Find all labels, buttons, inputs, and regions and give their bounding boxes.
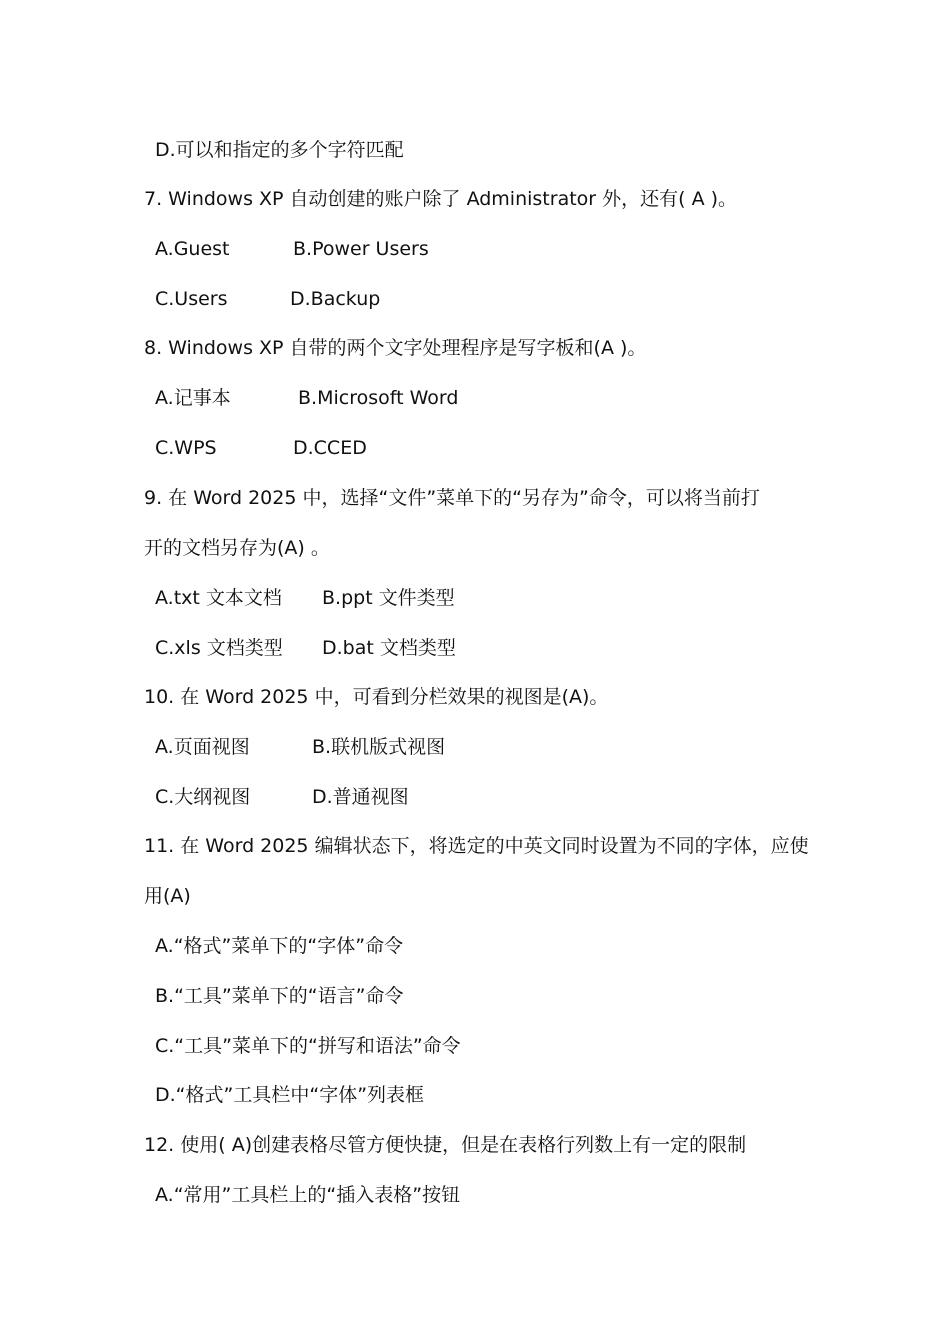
option-b: B.联机版式视图 bbox=[312, 736, 446, 758]
option-c: C.大纲视图 bbox=[155, 786, 251, 808]
option-c: C.Users bbox=[155, 288, 228, 310]
option-line: D.可以和指定的多个字符匹配 bbox=[155, 139, 404, 161]
question-11: 11. 在 Word 2025 编辑状态下，将选定的中英文同时设置为不同的字体，应使 bbox=[144, 835, 809, 857]
option-d: D.普通视图 bbox=[312, 786, 409, 808]
option-a: A.“常用”工具栏上的“插入表格”按钮 bbox=[155, 1184, 461, 1206]
option-a: A.记事本 bbox=[155, 387, 231, 409]
option-c: C.“工具”菜单下的“拼写和语法”命令 bbox=[155, 1035, 461, 1057]
option-d: D.bat 文档类型 bbox=[322, 637, 456, 659]
question-11-continued: 用(A) bbox=[144, 885, 191, 907]
option-a: A.“格式”菜单下的“字体”命令 bbox=[155, 935, 404, 957]
option-d: D.“格式”工具栏中“字体”列表框 bbox=[155, 1084, 425, 1106]
option-d: D.CCED bbox=[293, 437, 367, 459]
option-a: A.Guest bbox=[155, 238, 230, 260]
option-d: D.Backup bbox=[290, 288, 381, 310]
option-c: C.WPS bbox=[155, 437, 217, 459]
option-b: B.Power Users bbox=[293, 238, 429, 260]
question-9: 9. 在 Word 2025 中，选择“文件”菜单下的“另存为”命令，可以将当前打 bbox=[144, 487, 760, 509]
option-a: A.页面视图 bbox=[155, 736, 250, 758]
option-b: B.Microsoft Word bbox=[298, 387, 459, 409]
option-b: B.ppt 文件类型 bbox=[322, 587, 455, 609]
option-c: C.xls 文档类型 bbox=[155, 637, 283, 659]
question-8: 8. Windows XP 自带的两个文字处理程序是写字板和(A )。 bbox=[144, 337, 647, 359]
question-10: 10. 在 Word 2025 中，可看到分栏效果的视图是(A)。 bbox=[144, 686, 609, 708]
option-a: A.txt 文本文档 bbox=[155, 587, 282, 609]
question-7: 7. Windows XP 自动创建的账户除了 Administrator 外，还有( A )。 bbox=[144, 188, 738, 210]
question-12: 12. 使用( A)创建表格尽管方便快捷，但是在表格行列数上有一定的限制 bbox=[144, 1134, 747, 1156]
question-9-continued: 开的文档另存为(A) 。 bbox=[144, 537, 330, 559]
option-b: B.“工具”菜单下的“语言”命令 bbox=[155, 985, 404, 1007]
